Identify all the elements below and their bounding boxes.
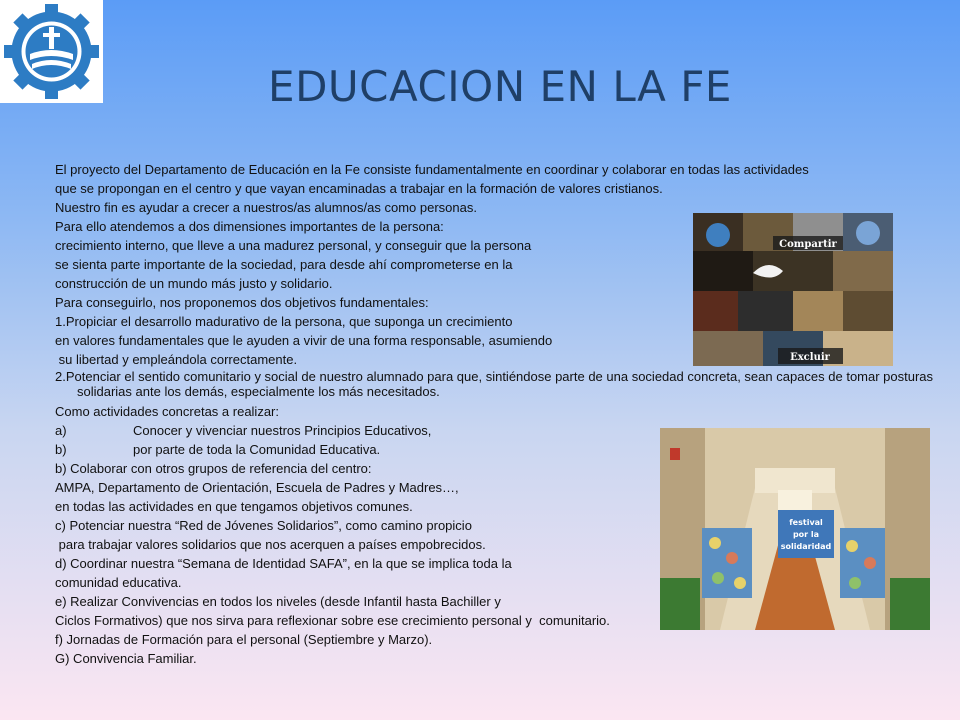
- body-line-17: AMPA, Departamento de Orientación, Escuela de Padres y Madres…,: [55, 480, 459, 495]
- banner-line-3: solidaridad: [780, 542, 832, 551]
- list-marker: a): [55, 423, 67, 438]
- body-line-8: Para conseguirlo, nos proponemos dos objetivos fundamentales:: [55, 295, 429, 310]
- school-logo: [0, 0, 103, 103]
- body-line-4: Para ello atendemos a dos dimensiones importantes de la persona:: [55, 219, 444, 234]
- body-line-3: Nuestro fin es ayudar a crecer a nuestros/as alumnos/as como personas.: [55, 200, 477, 215]
- list-item-text: por parte de toda la Comunidad Educativa.: [133, 442, 381, 457]
- list-item-text: Conocer y vivenciar nuestros Principios Educativos,: [133, 423, 432, 438]
- body-line-25: f) Jornadas de Formación para el personal (Septiembre y Marzo).: [55, 632, 433, 647]
- list-marker: b): [55, 442, 67, 457]
- body-line-11: su libertad y empleándola correctamente.: [55, 352, 298, 367]
- collage-caption-compartir: Compartir: [779, 239, 837, 250]
- body-line-7: construcción de un mundo más justo y solidario.: [55, 276, 333, 291]
- body-line-16: b) Colaborar con otros grupos de referencia del centro:: [55, 461, 372, 476]
- body-line-18: en todas las actividades en que tengamos objetivos comunes.: [55, 499, 413, 514]
- collage-caption-excluir: Excluir: [790, 352, 830, 363]
- school-hallway-photo: [660, 428, 930, 630]
- collage-photo: [693, 213, 893, 366]
- body-line-1: El proyecto del Departamento de Educación en la Fe consiste fundamentalmente en coordinar y colaborar en todas las actividades: [55, 162, 809, 177]
- body-line-23: e) Realizar Convivencias en todos los niveles (desde Infantil hasta Bachiller y: [55, 594, 501, 609]
- body-line-24: Ciclos Formativos) que nos sirva para reflexionar sobre ese crecimiento personal y comunitario.: [55, 613, 610, 628]
- body-line-19: c) Potenciar nuestra “Red de Jóvenes Solidarios”, como camino propicio: [55, 518, 472, 533]
- body-line-5: crecimiento interno, que lleve a una madurez personal, y conseguir que la persona: [55, 238, 532, 253]
- body-line-2: que se propongan en el centro y que vayan encaminadas a trabajar en la formación de valores cristianos.: [55, 181, 663, 196]
- body-line-20: para trabajar valores solidarios que nos acerquen a países empobrecidos.: [55, 537, 486, 552]
- collage-photo-icon: [693, 213, 893, 366]
- body-line-26: G) Convivencia Familiar.: [55, 651, 197, 666]
- banner-line-2: por la: [792, 530, 820, 539]
- gear-cross-logo-icon: [0, 0, 103, 103]
- body-line-9: 1.Propiciar el desarrollo madurativo de la persona, que suponga un crecimiento: [55, 314, 513, 329]
- body-line-21: d) Coordinar nuestra “Semana de Identidad SAFA”, en la que se implica toda la: [55, 556, 512, 571]
- body-line-10: en valores fundamentales que le ayuden a vivir de una forma responsable, asumiendo: [55, 333, 553, 348]
- body-line-12: 2.Potenciar el sentido comunitario y social de nuestro alumnado para que, sintiéndose parte de una sociedad concreta, sean capaces de tomar posturas solidarias ante los demás, especialmente los más necesitados.: [55, 369, 934, 399]
- banner-line-1: festival: [789, 518, 823, 527]
- body-line-22: comunidad educativa.: [55, 575, 182, 590]
- slide-title: EDUCACION EN LA FE: [268, 62, 732, 111]
- body-line-6: se sienta parte importante de la sociedad, para desde ahí comprometerse en la: [55, 257, 513, 272]
- body-line-13: Como actividades concretas a realizar:: [55, 404, 279, 419]
- school-hallway-photo-icon: [660, 428, 930, 630]
